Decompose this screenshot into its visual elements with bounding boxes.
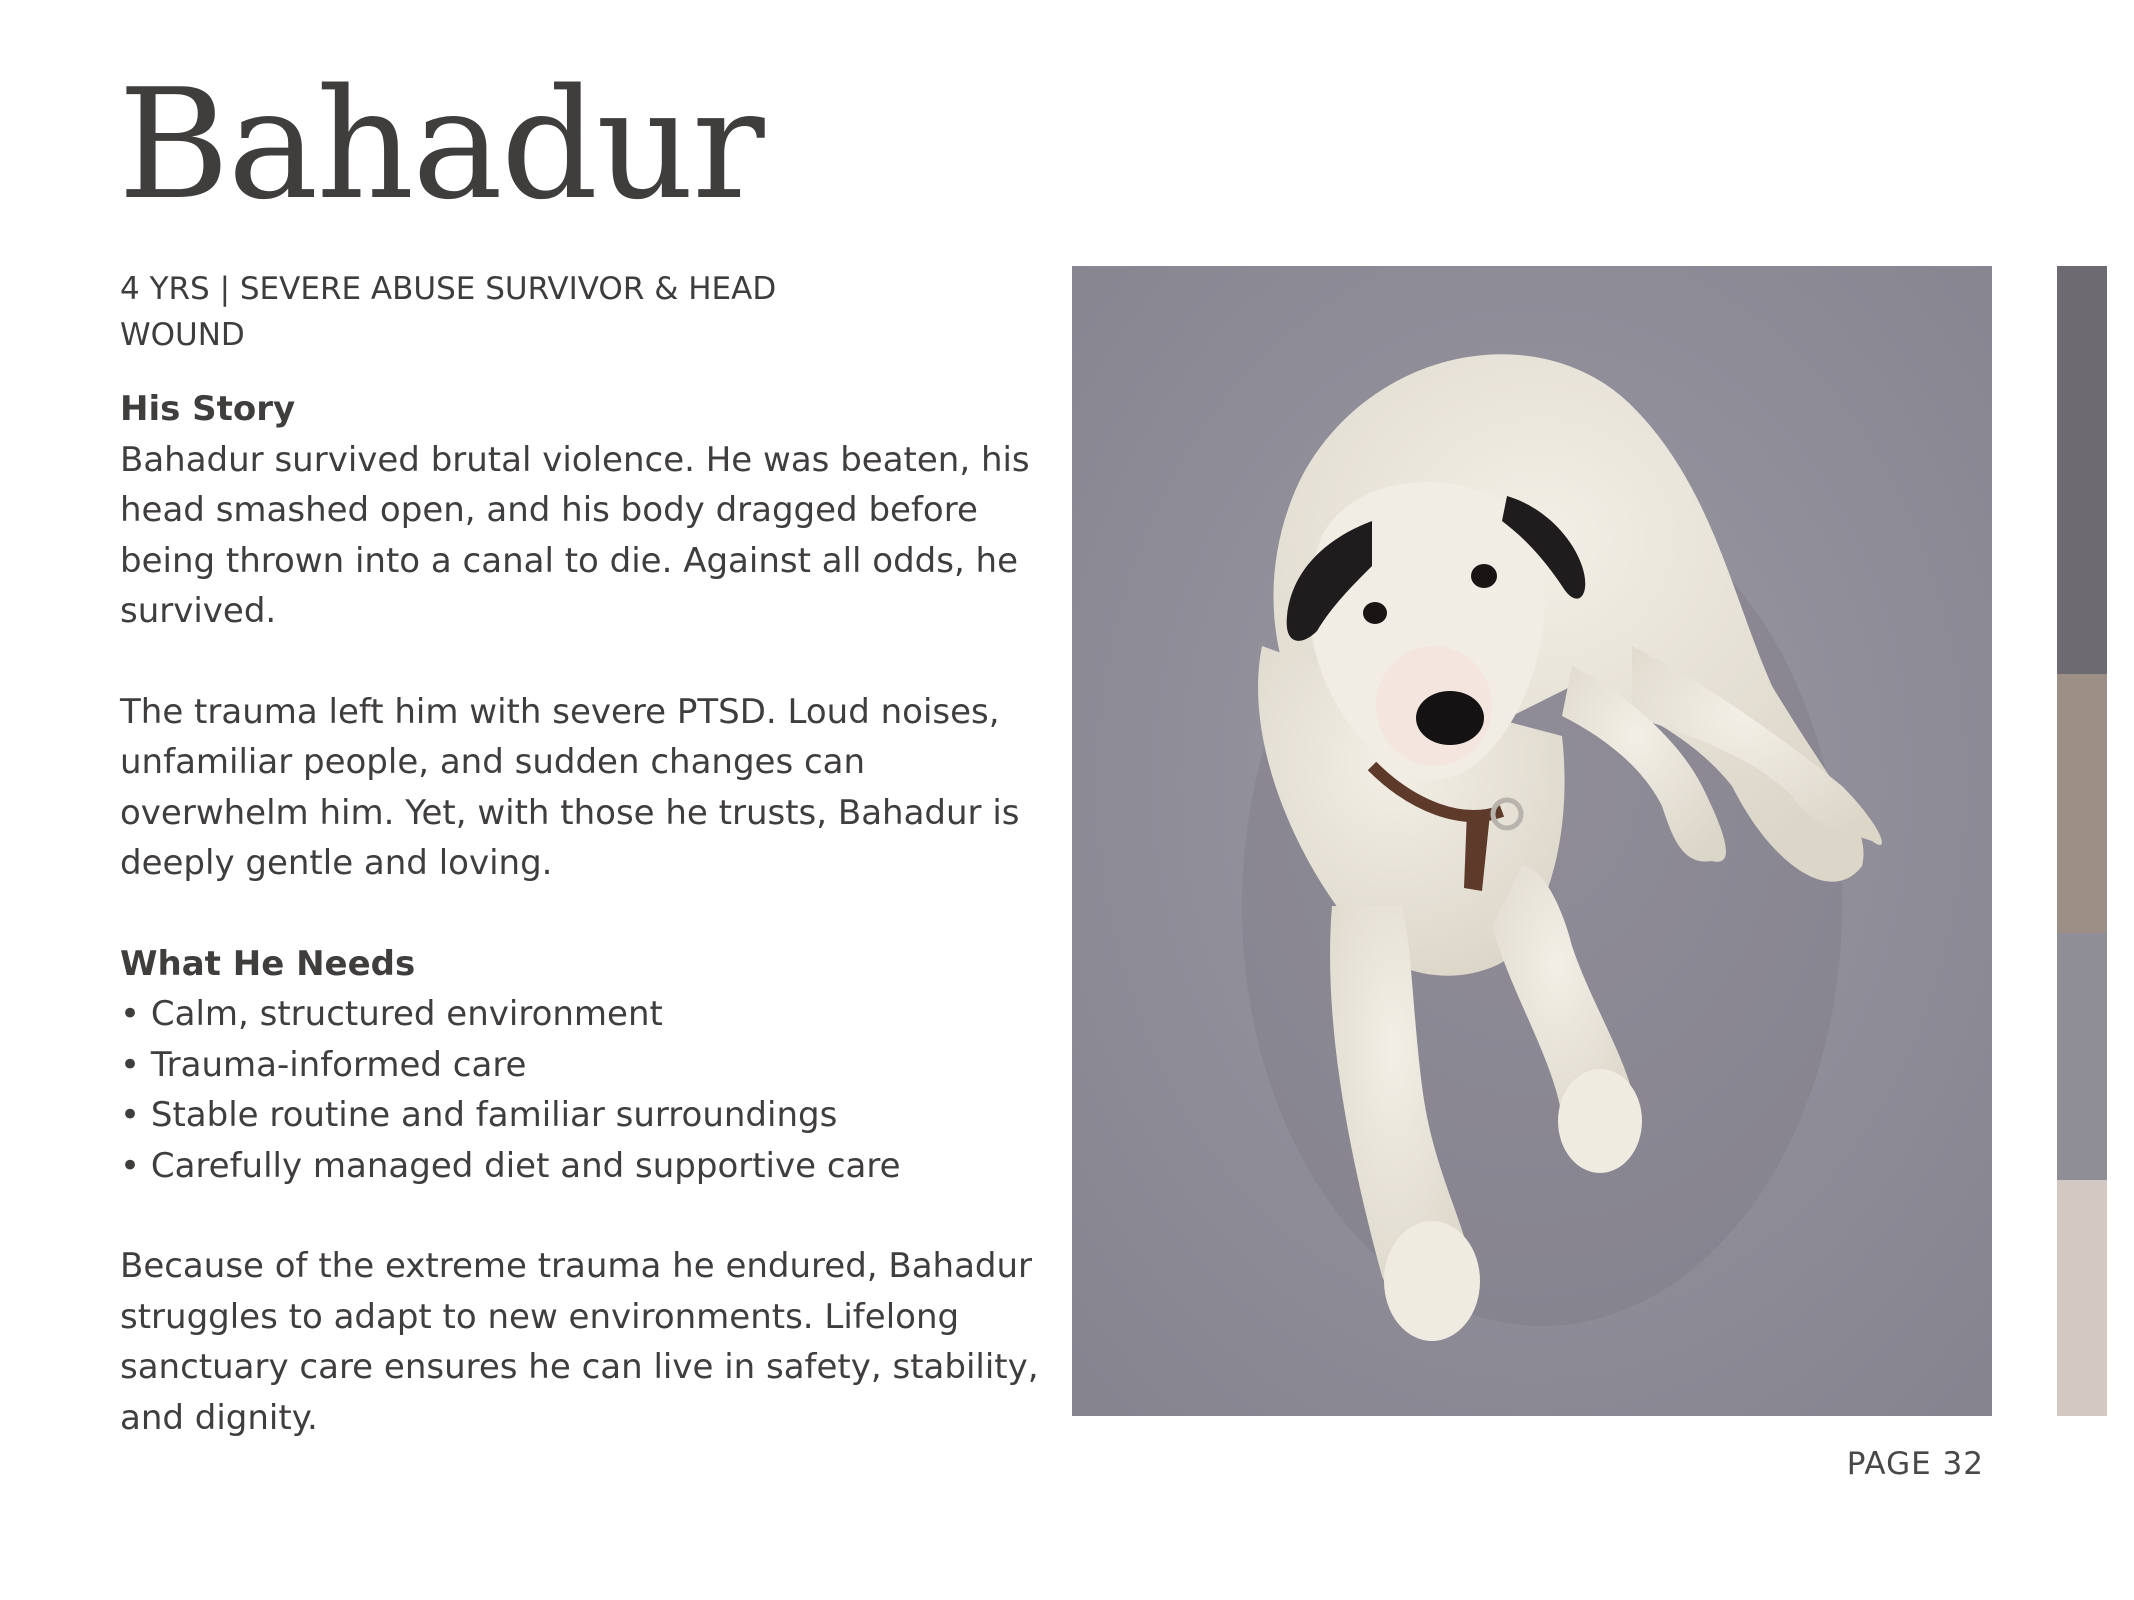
dog-illustration	[1072, 266, 1992, 1416]
closing-paragraph: Because of the extreme trauma he endured, Bahadur struggles to adapt to new environments. Lifelong sanctuary care ensures he can live in safety, stability, and dignity.	[120, 1246, 1039, 1438]
color-swatch	[2057, 933, 2107, 1180]
story-paragraph-1: Bahadur survived brutal violence. He was beaten, his head smashed open, and his body dragged before being thrown into a canal to die. Against all odds, he survived.	[120, 439, 1030, 631]
color-swatch	[2057, 266, 2107, 674]
dog-photo	[1072, 266, 1992, 1416]
dog-paw-right	[1558, 1069, 1642, 1173]
dog-paw-left	[1384, 1221, 1480, 1341]
page-number: PAGE 32	[1846, 1446, 1984, 1482]
needs-list-item: • Trauma-informed care	[120, 1044, 527, 1085]
needs-list-item: • Stable routine and familiar surroundings	[120, 1095, 838, 1135]
dog-eye-left	[1363, 602, 1387, 624]
dog-name-title: Bahadur	[118, 56, 763, 233]
color-swatch	[2057, 1180, 2107, 1416]
story-paragraph-2: The trauma left him with severe PTSD. Loud noises, unfamiliar people, and sudden changes can overwhelm him. Yet, with those he trusts, Bahadur is deeply gentle and loving.	[120, 691, 1020, 883]
dog-profile-subtitle: 4 YRS | SEVERE ABUSE SURVIVOR & HEAD WOUND	[120, 271, 777, 353]
profile-text-column	[120, 384, 1040, 1443]
needs-list-item: • Carefully managed diet and supportive care	[120, 1145, 901, 1186]
needs-list-item: • Calm, structured environment	[120, 994, 663, 1034]
story-heading: His Story	[120, 389, 296, 429]
dog-nose	[1416, 691, 1484, 745]
dog-eye-right	[1471, 564, 1497, 588]
needs-heading: What He Needs	[120, 943, 416, 984]
color-swatch-bar	[2057, 266, 2107, 1416]
color-swatch	[2057, 674, 2107, 933]
needs-list	[120, 989, 1040, 1191]
